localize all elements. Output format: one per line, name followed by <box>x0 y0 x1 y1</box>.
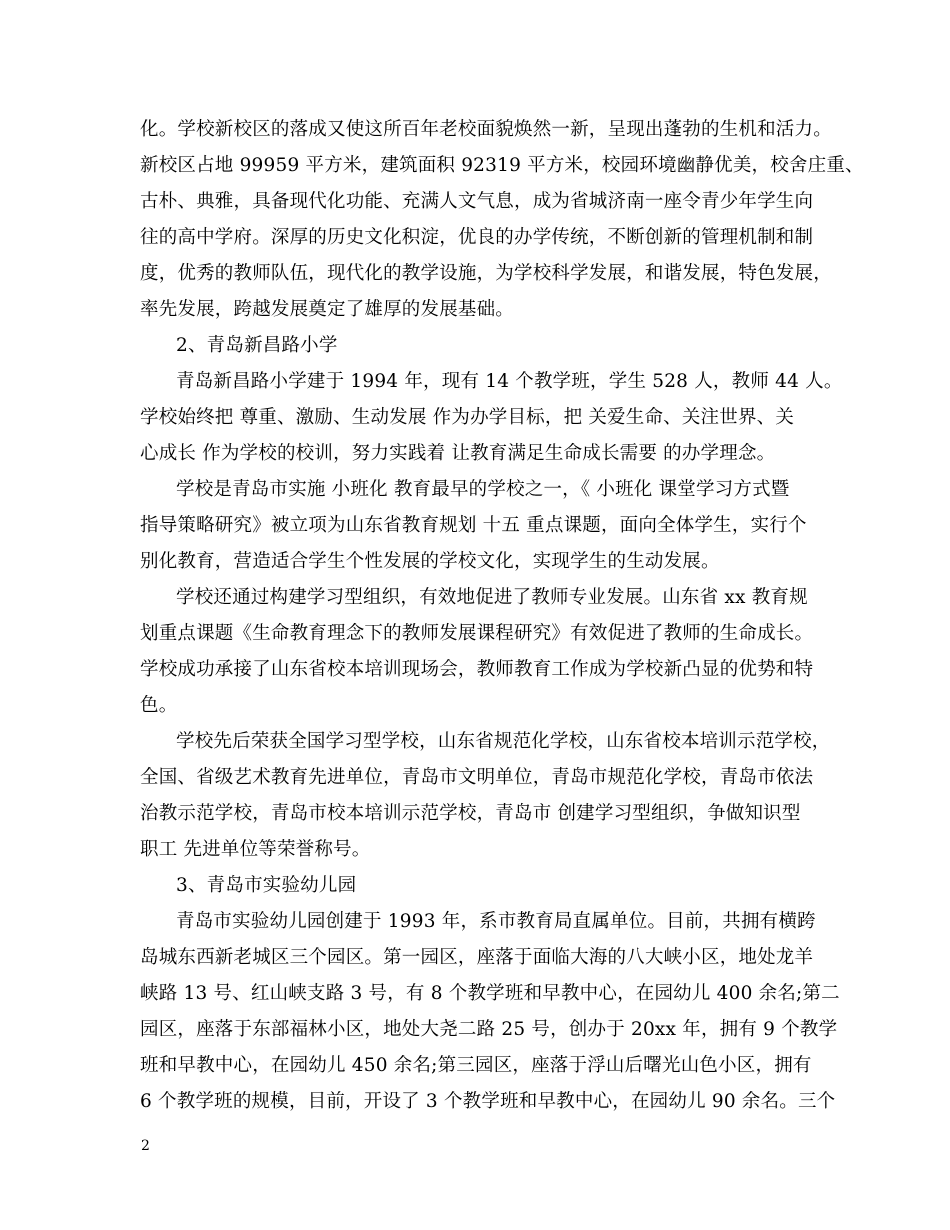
text-line: 全国、省级艺术教育先进单位，青岛市文明单位，青岛市规范化学校，青岛市依法 <box>140 767 814 788</box>
text-line: 岛城东西新老城区三个园区。第一园区，座落于面临大海的八大峡小区，地处龙羊 <box>140 947 814 968</box>
page-number: 2 <box>141 1138 150 1154</box>
text-line: 率先发展，跨越发展奠定了雄厚的发展基础。 <box>140 299 515 320</box>
text-line: 6 个教学班的规模，目前，开设了 3 个教学班和早教中心，在园幼儿 90 余名。三个 <box>140 1091 836 1112</box>
text-line: 峡路 13 号、红山峡支路 3 号，有 8 个教学班和早教中心，在园幼儿 400 余名;第二 <box>140 983 840 1004</box>
text-line: 新校区占地 99959 平方米，建筑面积 92319 平方米，校园环境幽静优美，校舍庄重、 <box>140 155 864 176</box>
text-line: 化。学校新校区的落成又使这所百年老校面貌焕然一新，呈现出蓬勃的生机和活力。 <box>140 119 832 140</box>
text-line: 色。 <box>140 695 178 716</box>
text-line: 学校是青岛市实施 小班化 教育最早的学校之一，《 小班化 课堂学习方式暨 <box>176 479 790 500</box>
text-line: 心成长 作为学校的校训，努力实践着 让教育满足生命成长需要 的办学理念。 <box>140 443 776 464</box>
text-line: 划重点课题《生命教育理念下的教师发展课程研究》有效促进了教师的生命成长。 <box>140 623 814 644</box>
text-line: 青岛市实验幼儿园创建于 1993 年，系市教育局直属单位。目前，共拥有横跨 <box>176 911 816 932</box>
text-line: 职工 先进单位等荣誉称号。 <box>140 839 371 860</box>
text-line: 学校先后荣获全国学习型学校，山东省规范化学校，山东省校本培训示范学校， <box>176 731 831 752</box>
text-line: 学校还通过构建学习型组织，有效地促进了教师专业发展。山东省 xx 教育规 <box>176 587 808 608</box>
section-heading: 3、青岛市实验幼儿园 <box>176 875 357 896</box>
text-line: 学校始终把 尊重、激励、生动发展 作为办学目标，把 关爱生命、关注世界、关 <box>140 407 795 428</box>
text-line: 学校成功承接了山东省校本培训现场会，教师教育工作成为学校新凸显的优势和特 <box>140 659 814 680</box>
text-line: 青岛新昌路小学建于 1994 年，现有 14 个教学班，学生 528 人，教师 44 人。 <box>176 371 843 392</box>
text-line: 治教示范学校，青岛市校本培训示范学校，青岛市 创建学习型组织，争做知识型 <box>140 803 801 824</box>
text-line: 指导策略研究》被立项为山东省教育规划 十五 重点课题，面向全体学生，实行个 <box>140 515 807 536</box>
section-heading: 2、青岛新昌路小学 <box>176 335 338 356</box>
text-line: 古朴、典雅，具备现代化功能、充满人文气息，成为省城济南一座令青少年学生向 <box>140 191 814 212</box>
text-line: 园区，座落于东部福林小区，地处大尧二路 25 号，创办于 20xx 年，拥有 9 个教学 <box>140 1019 838 1040</box>
text-line: 班和早教中心，在园幼儿 450 余名;第三园区，座落于浮山后曙光山色小区，拥有 <box>140 1055 812 1076</box>
text-line: 度，优秀的教师队伍，现代化的教学设施，为学校科学发展，和谐发展，特色发展， <box>140 263 832 284</box>
text-line: 往的高中学府。深厚的历史文化积淀，优良的办学传统，不断创新的管理机制和制 <box>140 227 814 248</box>
text-line: 别化教育，营造适合学生个性发展的学校文化，实现学生的生动发展。 <box>140 551 720 572</box>
